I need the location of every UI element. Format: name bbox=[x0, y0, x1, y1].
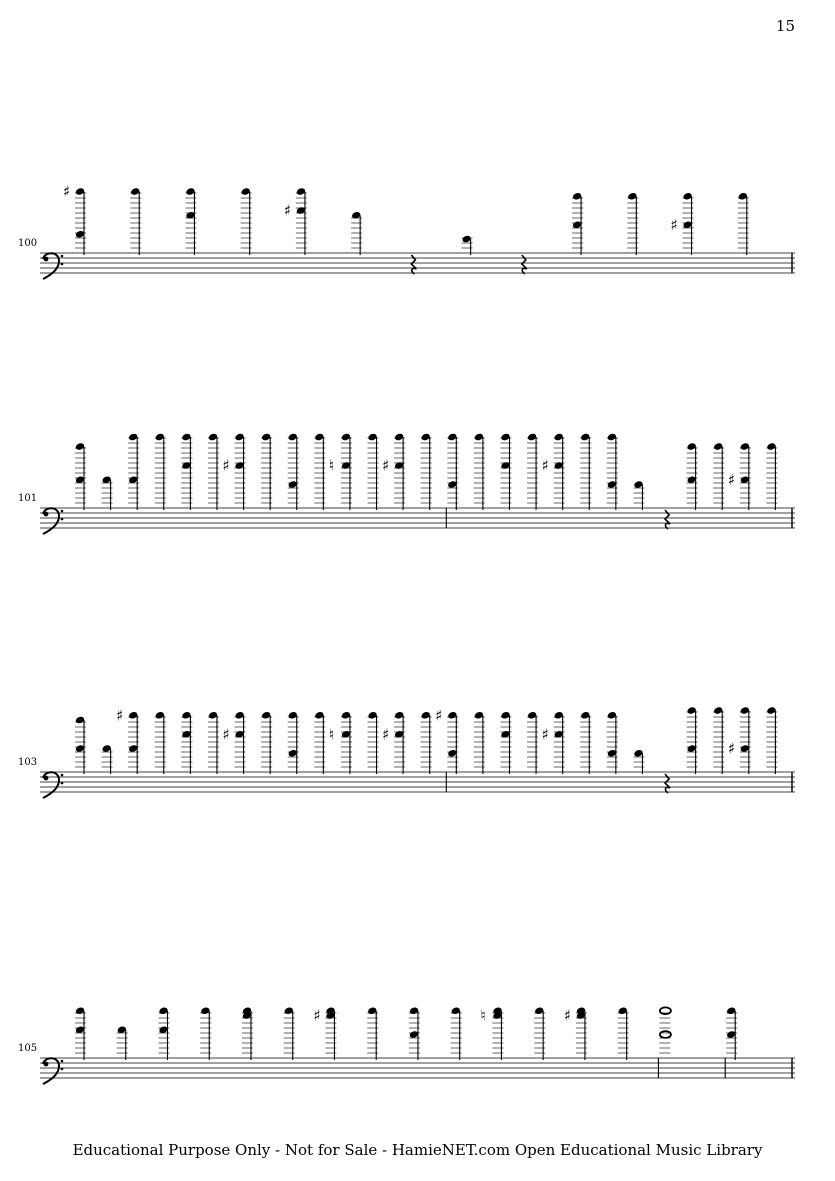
sharp-icon: ♯ bbox=[222, 725, 230, 744]
bass-clef-icon-dot bbox=[44, 512, 49, 517]
bass-clef-icon-dot-lower bbox=[61, 782, 64, 785]
sharp-icon: ♯ bbox=[670, 215, 678, 234]
note bbox=[435, 706, 458, 774]
note bbox=[101, 475, 112, 510]
bass-clef-icon-dot bbox=[44, 1062, 49, 1067]
note bbox=[382, 711, 405, 774]
note bbox=[451, 1006, 462, 1060]
note bbox=[284, 187, 307, 255]
note bbox=[564, 1006, 587, 1060]
note bbox=[534, 1006, 545, 1060]
note bbox=[158, 1006, 169, 1060]
note bbox=[367, 711, 378, 774]
note bbox=[627, 192, 638, 255]
note bbox=[181, 711, 192, 774]
note bbox=[572, 192, 583, 255]
note bbox=[686, 706, 697, 774]
note bbox=[329, 433, 352, 510]
note bbox=[542, 711, 565, 774]
bass-clef-icon-dot-upper bbox=[61, 1060, 64, 1063]
note bbox=[738, 192, 749, 255]
note bbox=[75, 442, 86, 510]
sharp-icon: ♯ bbox=[435, 706, 443, 725]
sharp-icon: ♯ bbox=[222, 456, 230, 475]
note bbox=[242, 1006, 253, 1060]
note bbox=[261, 711, 272, 774]
bass-clef-icon-dot-lower bbox=[61, 518, 64, 521]
sharp-icon: ♯ bbox=[116, 706, 124, 725]
note bbox=[686, 442, 697, 510]
measure-number: 101 bbox=[18, 493, 38, 504]
staff-1 bbox=[18, 433, 795, 534]
note bbox=[101, 744, 112, 774]
note bbox=[329, 711, 352, 774]
note bbox=[633, 480, 644, 510]
note bbox=[527, 433, 538, 510]
sharp-icon: ♯ bbox=[283, 201, 292, 220]
note bbox=[75, 716, 86, 774]
note bbox=[155, 711, 166, 774]
note bbox=[128, 433, 139, 510]
note bbox=[208, 711, 219, 774]
note bbox=[500, 711, 511, 774]
note bbox=[713, 706, 724, 774]
bass-clef-icon-dot-lower bbox=[61, 1068, 64, 1071]
sharp-icon: ♯ bbox=[563, 1006, 572, 1025]
sharp-icon: ♯ bbox=[313, 1006, 321, 1025]
note bbox=[116, 706, 139, 774]
note bbox=[527, 711, 538, 774]
note bbox=[241, 187, 252, 255]
staff-2 bbox=[18, 706, 795, 798]
sharp-icon: ♯ bbox=[382, 725, 390, 744]
note bbox=[314, 433, 325, 510]
note bbox=[367, 433, 378, 510]
sharp-icon: ♯ bbox=[727, 470, 736, 489]
note bbox=[480, 1006, 503, 1060]
note bbox=[580, 433, 591, 510]
note bbox=[367, 1006, 378, 1060]
note bbox=[288, 711, 299, 774]
note bbox=[75, 1006, 86, 1060]
note bbox=[607, 433, 618, 510]
staff-0 bbox=[18, 183, 795, 280]
note bbox=[185, 187, 196, 255]
whole-note bbox=[659, 1007, 671, 1053]
bass-clef-icon-dot-upper bbox=[61, 774, 64, 777]
note bbox=[542, 433, 565, 510]
note bbox=[421, 433, 432, 510]
note bbox=[713, 442, 724, 510]
note bbox=[223, 433, 246, 510]
sharp-icon: ♯ bbox=[727, 739, 736, 758]
note bbox=[728, 442, 751, 510]
note bbox=[288, 433, 299, 510]
natural-icon: ♮ bbox=[480, 1006, 486, 1025]
natural-icon: ♮ bbox=[328, 725, 335, 744]
bass-clef-icon-dot bbox=[44, 776, 49, 781]
note bbox=[461, 235, 472, 255]
note bbox=[351, 211, 362, 255]
page-number: 15 bbox=[775, 17, 795, 35]
footer-text: Educational Purpose Only - Not for Sale - HamieNET.com Open Educational Music Library bbox=[72, 1141, 763, 1159]
sharp-icon: ♯ bbox=[63, 182, 71, 201]
sharp-icon: ♯ bbox=[541, 456, 549, 475]
note bbox=[130, 187, 141, 255]
note bbox=[607, 711, 618, 774]
note bbox=[447, 433, 458, 510]
staff-3 bbox=[18, 1006, 795, 1084]
note bbox=[200, 1006, 211, 1060]
bass-clef-icon-dot-upper bbox=[61, 255, 64, 258]
sharp-icon: ♯ bbox=[541, 725, 549, 744]
note bbox=[382, 433, 405, 510]
note bbox=[208, 433, 219, 510]
note bbox=[155, 433, 166, 510]
bass-clef-icon-dot-lower bbox=[61, 263, 64, 266]
note bbox=[409, 1006, 420, 1060]
note bbox=[728, 706, 751, 774]
measure-number: 105 bbox=[18, 1043, 38, 1054]
note bbox=[474, 433, 485, 510]
note bbox=[421, 711, 432, 774]
measure-number: 100 bbox=[18, 238, 38, 249]
bass-clef-icon-dot-upper bbox=[61, 510, 64, 513]
note bbox=[618, 1006, 629, 1060]
note bbox=[766, 706, 777, 774]
note bbox=[671, 192, 694, 255]
note bbox=[181, 433, 192, 510]
natural-icon: ♮ bbox=[328, 456, 335, 475]
note bbox=[500, 433, 511, 510]
sharp-icon: ♯ bbox=[382, 456, 390, 475]
note bbox=[117, 1025, 128, 1060]
note bbox=[223, 711, 246, 774]
note bbox=[63, 183, 86, 256]
note bbox=[766, 442, 777, 510]
note bbox=[313, 1006, 336, 1060]
note bbox=[726, 1006, 737, 1060]
note bbox=[261, 433, 272, 510]
measure-number: 103 bbox=[18, 757, 38, 768]
note bbox=[314, 711, 325, 774]
whole-notehead bbox=[660, 1031, 671, 1038]
note bbox=[284, 1006, 295, 1060]
note bbox=[474, 711, 485, 774]
bass-clef-icon-dot bbox=[44, 257, 49, 262]
note bbox=[633, 749, 644, 774]
note bbox=[580, 711, 591, 774]
